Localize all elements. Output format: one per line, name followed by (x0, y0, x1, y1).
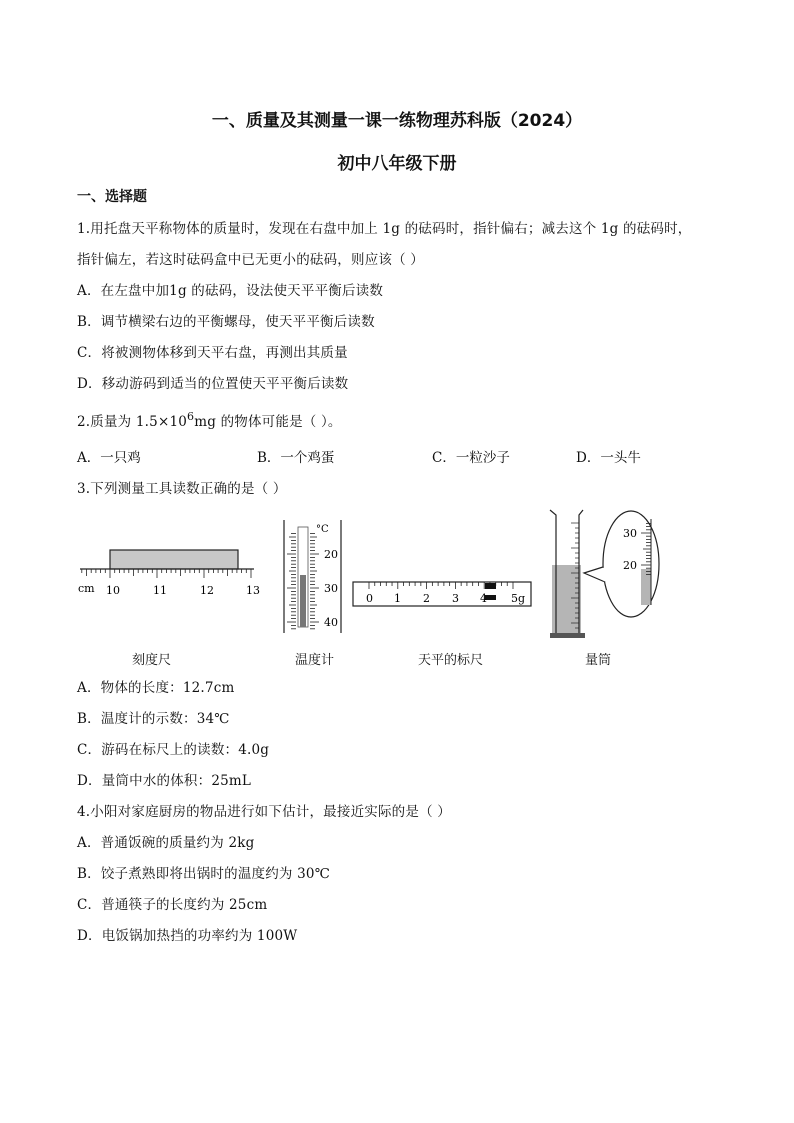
scale-bar (353, 582, 531, 606)
cylinder-caption: 量筒 (585, 653, 612, 668)
q2-stem-after: mg 的物体可能是（ ）。 (194, 414, 342, 430)
thermometer-tick-label: 40 (324, 616, 338, 629)
q3-option-d: D．量筒中水的体积：25mL (77, 773, 252, 789)
thermometer-tick-label: 30 (324, 582, 338, 595)
document-subtitle: 初中八年级下册 (337, 154, 457, 174)
q3-stem: 3.下列测量工具读数正确的是（ ） (77, 481, 287, 497)
ruler-unit: cm (78, 582, 95, 595)
q3-option-b: B．温度计的示数：34℃ (77, 711, 230, 727)
magnifier-pointer (584, 567, 605, 582)
q1-option-d: D．移动游码到适当的位置使天平平衡后读数 (77, 376, 349, 392)
q1-option-a: A．在左盘中加1g 的砝码，设法使天平平衡后读数 (77, 283, 384, 299)
q1-stem-line2: 指针偏左，若这时砝码盒中已无更小的砝码，则应该（ ） (77, 252, 424, 268)
scale-caption: 天平的标尺 (418, 653, 484, 668)
scale-rider-top (485, 583, 496, 589)
q4-option-b: B．饺子煮熟即将出锅时的温度约为 30℃ (77, 866, 330, 882)
thermometer-caption: 温度计 (295, 653, 335, 668)
cylinder-base (550, 633, 585, 638)
magnified-tick-label: 20 (623, 559, 637, 572)
q4-option-c: C．普通筷子的长度约为 25cm (77, 897, 268, 913)
ruler-diagram (78, 550, 260, 597)
graduated-cylinder-diagram (550, 510, 659, 638)
q2-option-b: B．一个鸡蛋 (257, 450, 335, 466)
q2-option-d: D．一头牛 (576, 450, 641, 466)
ruler-tick-label: 10 (106, 584, 120, 597)
q2-option-a: A．一只鸡 (77, 450, 141, 466)
scale-tick-label: 5g (511, 592, 526, 605)
scale-tick-label: 1 (394, 592, 401, 605)
q3-option-a: A．物体的长度：12.7cm (77, 680, 235, 696)
magnified-tick-label: 30 (623, 527, 637, 540)
q4-option-d: D．电饭锅加热挡的功率约为 100W (77, 928, 298, 944)
scale-tick-label: 3 (452, 592, 459, 605)
scale-tick-label: 4 (480, 592, 487, 605)
section-heading: 一、选择题 (77, 189, 147, 205)
ruler-tick-label: 11 (153, 584, 167, 597)
q1-option-b: B．调节横梁右边的平衡螺母，使天平平衡后读数 (77, 314, 375, 330)
document-title: 一、质量及其测量一课一练物理苏科版（2024） (211, 111, 583, 131)
q2-stem (77, 410, 342, 430)
q1-stem-line1: 1.用托盘天平称物体的质量时，发现在右盘中加上 1g 的砝码时，指针偏右；减去这个 1g 的砝码时， (77, 221, 692, 237)
ruler-caption: 刻度尺 (132, 653, 172, 668)
q2-stem-exponent: 6 (187, 410, 195, 423)
q4-stem: 4.小阳对家庭厨房的物品进行如下估计，最接近实际的是（ ） (77, 804, 451, 820)
q1-option-c: C．将被测物体移到天平右盘，再测出其质量 (77, 345, 348, 361)
q2-stem-before: 2.质量为 1.5×10 (77, 414, 188, 430)
ruler-tick-label: 12 (200, 584, 214, 597)
ruler-ticks (82, 569, 251, 578)
thermometer-liquid (300, 575, 306, 627)
thermometer-tick-label: 20 (324, 548, 338, 561)
ruler-tick-label: 13 (246, 584, 260, 597)
scale-tick-label: 0 (366, 592, 373, 605)
thermometer-unit: °C (316, 524, 329, 535)
ruler-object-block (110, 550, 238, 569)
scale-tick-label: 2 (423, 592, 430, 605)
q2-option-c: C．一粒沙子 (432, 450, 510, 466)
q4-option-a: A．普通饭碗的质量约为 2kg (77, 835, 255, 851)
balance-scale-diagram (353, 582, 531, 606)
q3-option-c: C．游码在标尺上的读数：4.0g (77, 742, 270, 758)
thermometer-diagram (284, 520, 341, 633)
